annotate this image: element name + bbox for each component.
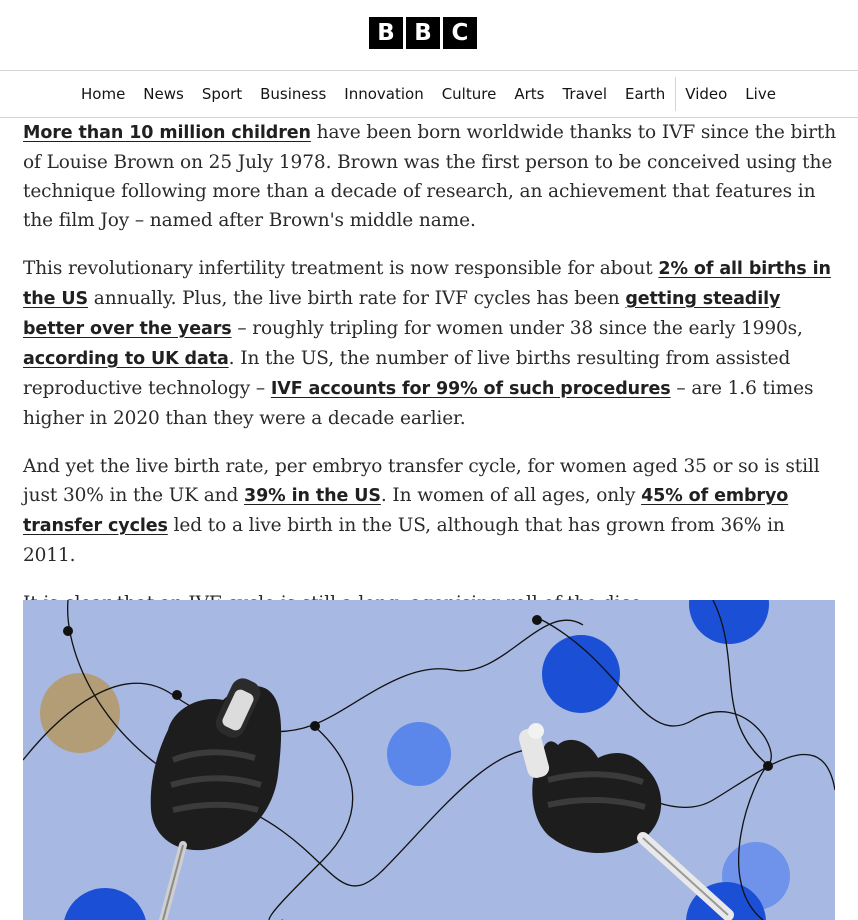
link-getting-steadily-better[interactable]: getting steadily better over the years: [23, 289, 781, 339]
link-uk-data[interactable]: according to UK data: [23, 349, 229, 369]
paragraph-2-text-4: . In the US, the number of live births resulting from assisted reproductive technology –: [23, 348, 791, 399]
node-1: [63, 626, 73, 636]
site-header: [0, 0, 858, 71]
link-ten-million-children[interactable]: More than 10 million children: [23, 123, 311, 143]
nav-item-earth[interactable]: Earth: [625, 85, 666, 103]
nav-item-home[interactable]: Home: [81, 85, 126, 103]
paragraph-3: [23, 452, 838, 570]
nav-item-arts[interactable]: Arts: [514, 85, 545, 103]
paragraph-3-text-3: led to a live birth in the US, although that has grown from 36% in 2011.: [23, 515, 785, 566]
paragraph-3-text-1: And yet the live birth rate, per embryo transfer cycle, for women aged 35 or so is still just 30% in the UK and: [23, 456, 820, 506]
paragraph-2-text-2: annually. Plus, the live birth rate for IVF cycles has been: [88, 288, 626, 309]
light-blue-circle-1: [387, 722, 451, 786]
hero-illustration: [23, 600, 835, 920]
left-hand-icon: [151, 674, 281, 920]
blue-circle-4: [63, 888, 147, 920]
bbc-logo[interactable]: [369, 17, 477, 49]
link-ivf-99-percent[interactable]: IVF accounts for 99% of such procedures: [270, 379, 671, 399]
tan-circle: [40, 673, 120, 753]
nav-item-video[interactable]: Video: [685, 85, 728, 103]
nav-item-news[interactable]: News: [143, 85, 184, 103]
paragraph-1-text: have been born worldwide thanks to IVF since the birth of Louise Brown on 25 July 1978. Brown was the first person to be conceived using the technique following more than a decade of research, an achievement that features in the film Joy – named after Brown's middle name.: [23, 122, 837, 231]
paragraph-2: [23, 254, 838, 433]
node-2: [172, 690, 182, 700]
nav-item-culture[interactable]: Culture: [441, 85, 497, 103]
logo-letter-b2: B: [406, 17, 440, 49]
paragraph-2-text-5: – are 1.6 times higher in 2020 than they were a decade earlier.: [23, 378, 814, 429]
paragraph-3-text-2: . In women of all ages, only: [380, 485, 642, 506]
link-39-percent-us[interactable]: 39% in the US: [244, 486, 381, 506]
right-hand-icon: [517, 723, 728, 915]
node-4: [532, 615, 542, 625]
ivf-illustration-svg: [23, 600, 835, 920]
nav-item-business[interactable]: Business: [260, 85, 327, 103]
nav-items: [72, 71, 785, 117]
logo-letter-c: C: [443, 17, 477, 49]
paragraph-1: [23, 118, 838, 235]
article-body: [23, 118, 838, 637]
blue-circle-2: [689, 600, 769, 644]
logo-letter-b1: B: [369, 17, 403, 49]
link-45-percent-embryo[interactable]: 45% of embryo transfer cycles: [23, 486, 789, 536]
main-navigation: [0, 71, 858, 118]
link-two-percent-births[interactable]: 2% of all births in the US: [23, 259, 831, 309]
paragraph-2-text-1: This revolutionary infertility treatment is now responsible for about: [23, 258, 659, 279]
nav-item-travel[interactable]: Travel: [562, 85, 608, 103]
flow-line-3: [269, 725, 353, 920]
nav-item-live[interactable]: Live: [745, 85, 776, 103]
nav-item-innovation[interactable]: Innovation: [344, 85, 424, 103]
nav-item-sport[interactable]: Sport: [201, 85, 243, 103]
node-5: [763, 761, 773, 771]
node-3: [310, 721, 320, 731]
paragraph-2-text-3: – roughly tripling for women under 38 since the early 1990s,: [231, 318, 803, 339]
